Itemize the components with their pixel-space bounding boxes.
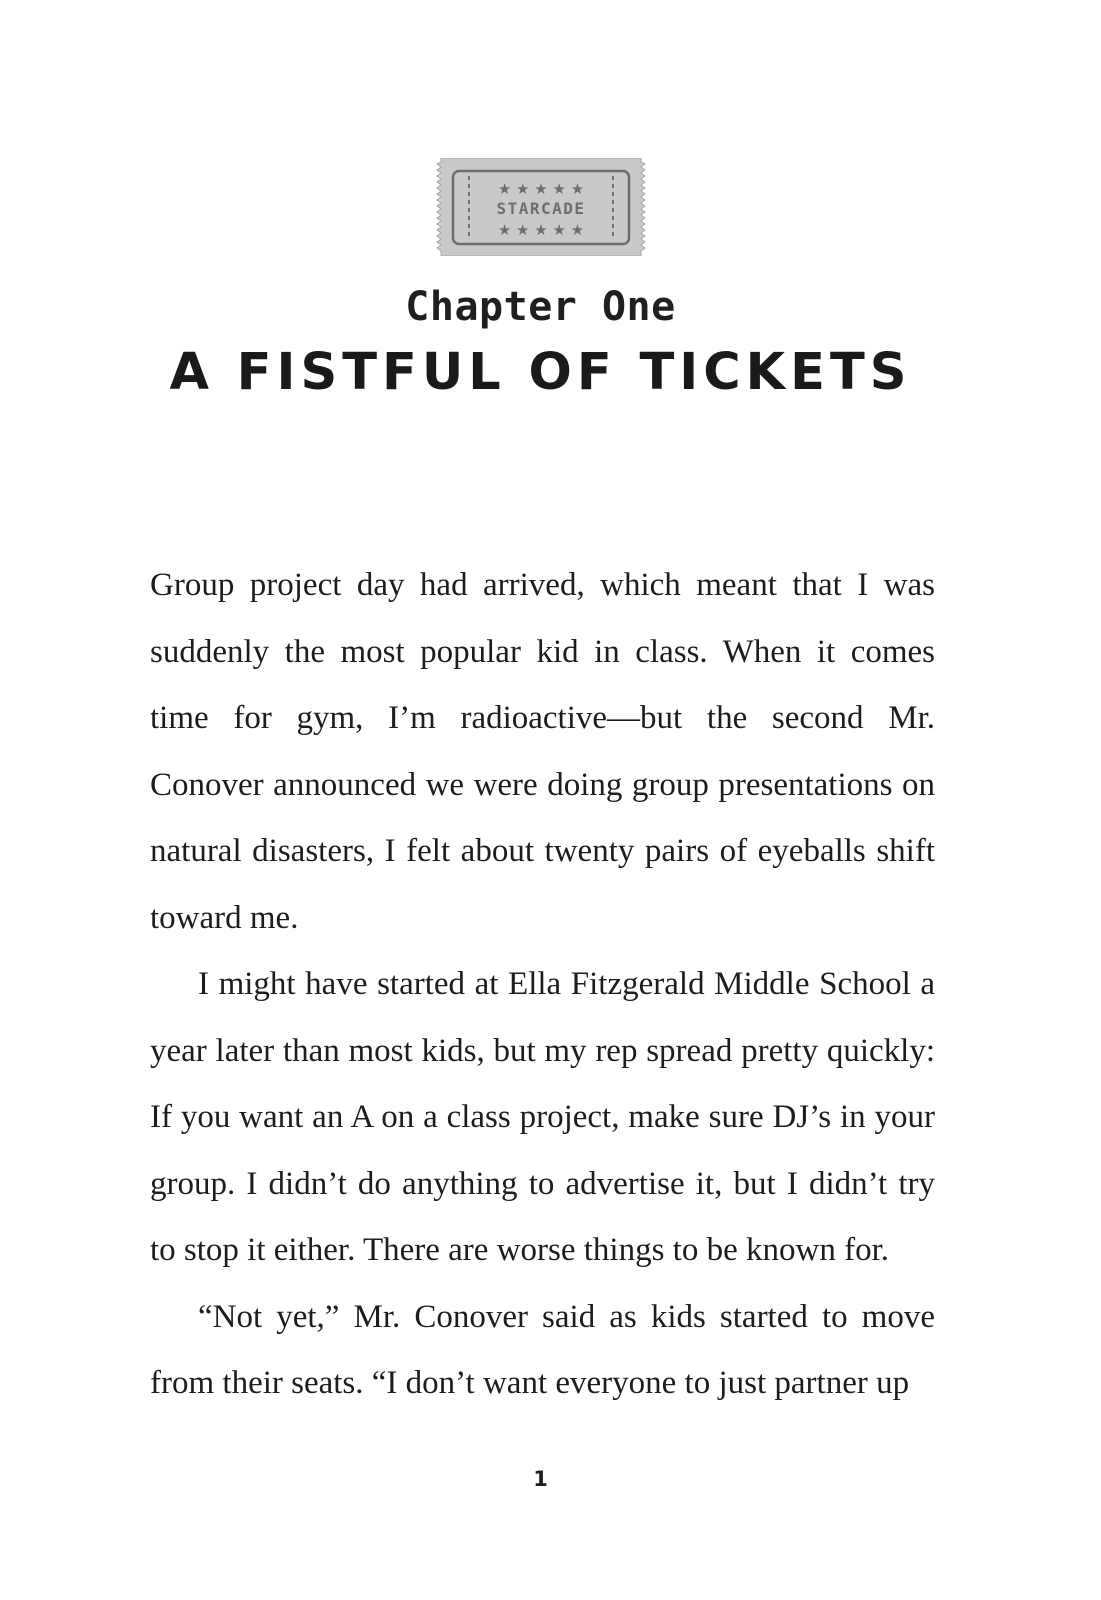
chapter-body — [150, 552, 935, 1417]
ticket-label: STARCADE — [496, 199, 586, 218]
paragraph-1: Group project day had arrived, which meant that I was suddenly the most popular kid in class. When it comes time for gym, I’m radioactive—but the second Mr. Conover announced we were doing group presentations on natural disasters, I felt about twenty pairs of eyeballs shift toward me. — [150, 567, 935, 936]
paragraph-2: I might have started at Ella Fitzgerald Middle School a year later than most kids, but my rep spread pretty quickly: If you want an A on a class project, make sure DJ’s in your group. I didn’t do anything to advertise it, but I didn’t try to stop it either. There are worse things to be known for. — [150, 966, 935, 1268]
ticket-icon — [433, 158, 649, 256]
ticket-stars-top: ★ ★ ★ ★ ★ — [497, 180, 585, 198]
chapter-title: A FISTFUL OF TICKETS — [169, 343, 912, 402]
starcade-ticket-ornament — [433, 158, 649, 256]
page-number: 1 — [533, 1467, 548, 1491]
paragraph-3: “Not yet,” Mr. Conover said as kids started to move from their seats. “I don’t want everyone to just partner up — [150, 1298, 935, 1401]
ticket-stars-bottom: ★ ★ ★ ★ ★ — [497, 221, 585, 239]
chapter-label: Chapter One — [405, 284, 676, 330]
